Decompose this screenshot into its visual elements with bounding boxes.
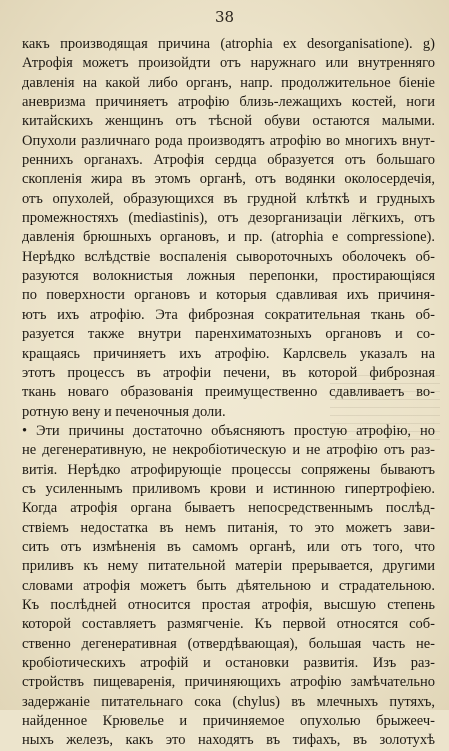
text-line: ствіемъ недостатка въ немъ питанія, то это можетъ зави- xyxy=(22,519,435,536)
page-number: 38 xyxy=(214,8,235,26)
text-line: • Эти причины достаточно объясняютъ простую атрофію, но xyxy=(22,422,435,439)
text-line: давленія на какой либо органъ, напр. продолжительное біеніе xyxy=(22,74,435,91)
text-line: давленія брюшныхъ органовъ, и пр. (atrophia e compressione). xyxy=(22,229,435,246)
text-line: ственно дегенеративная (отвердѣвающая), большая часть не- xyxy=(22,635,435,652)
body-text xyxy=(22,35,435,751)
text-line: разуется также внутри паренхиматозныхъ органовъ и со- xyxy=(22,326,435,343)
text-line: стройствъ пищеваренія, причиняющихъ атрофію замѣчательно xyxy=(22,674,435,691)
text-line: Атрофія можетъ произойдти отъ наружнаго или внутренняго xyxy=(22,55,435,72)
text-line: отъ опухолей, образующихся въ грудной клѣткѣ и грудныхъ xyxy=(22,190,435,207)
text-line: ныхъ железъ, какъ это находятъ въ тифахъ, въ золотухѣ xyxy=(22,732,435,749)
text-line: витія. Нерѣдко атрофирующіе процессы сопряжены бываютъ xyxy=(22,461,435,478)
text-line: приливъ къ нему питательной матеріи прерывается, другими xyxy=(22,558,435,575)
text-line: какъ производящая причина (atrophia ex desorganisatione). g) xyxy=(22,36,435,52)
text-line: сить отъ измѣненія въ самомъ органѣ, или отъ того, что xyxy=(22,538,435,555)
text-line: ткань новаго образованія преимущественно сдавливаетъ во- xyxy=(22,384,435,401)
text-line: промежностяхъ (mediastinis), отъ дезорганизаціи лёгкихъ, отъ xyxy=(22,210,435,227)
text-line: Нерѣдко вслѣдствіе воспаленія сывороточныхъ оболочекъ об- xyxy=(22,248,435,265)
text-line: Когда атрофія органа бываетъ непосредственнымъ послѣд- xyxy=(22,500,435,517)
text-line: ютъ ихъ атрофію. Эта фиброзная сократительная ткань об- xyxy=(22,306,435,323)
text-line: по поверхности органовъ и которыя сдавливая ихъ причиня- xyxy=(22,287,435,304)
text-line: кробіотическихъ атрофій и остановки развитія. Изъ раз- xyxy=(22,655,435,671)
text-line: задержаніе питательнаго сока (chylus) въ млечныхъ путяхъ, xyxy=(22,693,435,710)
text-line: которой составляетъ размягченіе. Къ первой относятся соб- xyxy=(22,616,435,633)
text-line: не дегенеративную, не некробіотическую и не атрофію отъ раз- xyxy=(22,442,435,459)
text-line: разуются волокнистыя ложныя перепонки, простирающіяся xyxy=(22,268,435,285)
text-line: реннихъ органахъ. Атрофія сердца образуется отъ большаго xyxy=(22,152,435,169)
text-line: съ усиленнымъ приливомъ крови и истинною гипертрофіею. xyxy=(22,480,435,497)
text-line: аневризма причиняетъ атрофію близь-лежащихъ костей, ноги xyxy=(22,94,435,111)
text-line: скопленія жира въ этомъ органѣ, отъ водянки околосердечія, xyxy=(22,171,435,188)
text-line: этотъ процессъ въ атрофіи печени, въ которой фиброзная xyxy=(22,364,435,381)
text-line: словами атрофія можетъ быть дѣятельною и страдательною. xyxy=(22,577,435,594)
text-line: Опухоли различнаго рода производятъ атрофію во многихъ внут- xyxy=(22,132,435,149)
text-line: Къ послѣдней относится простая атрофія, высшую степень xyxy=(22,596,435,613)
text-line: китайскихъ женщинъ отъ тѣсной обуви остаются малыми. xyxy=(22,113,435,130)
text-line: ротную вену и печеночныя доли. xyxy=(22,403,226,420)
text-line: найденное Крювелье и причиняемое опухолью брыжееч- xyxy=(22,713,435,730)
text-line: кращаясь причиняетъ ихъ атрофію. Карлсвель указалъ на xyxy=(22,345,435,362)
